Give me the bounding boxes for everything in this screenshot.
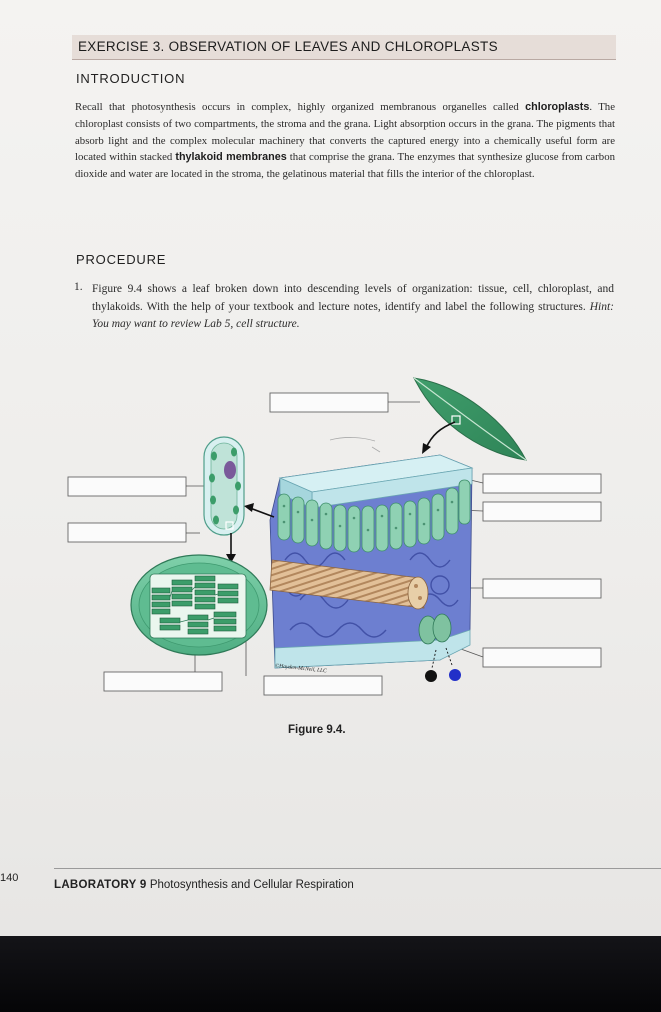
- term-chloroplasts: chloroplasts: [525, 101, 590, 113]
- molecule-black-icon: [425, 670, 437, 682]
- page-number: 140: [0, 872, 19, 884]
- label-box-chloroplast[interactable]: [68, 523, 186, 542]
- label-box-spongy[interactable]: [483, 579, 601, 598]
- intro-text-1: Recall that photosynthesis occurs in complex, highly organized membranous organelles called: [75, 101, 526, 113]
- procedure-item-number: 1.: [74, 281, 83, 293]
- exercise-title: EXERCISE 3. OBSERVATION OF LEAVES AND CHLOROPLASTS: [78, 39, 498, 54]
- label-box-stroma[interactable]: [264, 676, 382, 695]
- footer-running-title: [54, 879, 354, 891]
- label-box-cell[interactable]: [68, 477, 186, 496]
- molecule-blue-icon: [449, 669, 461, 681]
- palisade-cell-illustration: [204, 437, 244, 535]
- exercise-title-bar: [72, 35, 616, 60]
- figure-caption: Figure 9.4.: [288, 724, 346, 736]
- procedure-heading: PROCEDURE: [76, 252, 167, 267]
- procedure-hint: Hint: You may want to review Lab 5, cell structure.: [92, 300, 614, 330]
- leaf-illustration: [414, 378, 526, 460]
- figure-9-4-diagram: [0, 360, 661, 736]
- label-box-upper-epidermis[interactable]: [483, 474, 601, 493]
- intro-text-3: that comprise the grana. The enzymes that synthesize glucose from carbon dioxide and water are located in the stroma, the gelatinous material that fills the interior of the chloroplast.: [75, 151, 615, 181]
- arrow-leaf-to-tissue: [426, 422, 455, 448]
- chloroplast-illustration: [131, 555, 267, 655]
- label-box-palisade[interactable]: [483, 502, 601, 521]
- label-box-leaf[interactable]: [270, 393, 388, 412]
- procedure-text: Figure 9.4 shows a leaf broken down into descending levels of organization: tissue, cell, chloroplast, and thylakoids. With the help of your textbook and lecture notes, identify and label the following structures.: [92, 283, 614, 313]
- arrow-tissue-to-cell: [250, 508, 274, 517]
- footer-lab-label: LABORATORY 9: [54, 879, 147, 891]
- footer-divider: [54, 868, 661, 869]
- label-box-stomata[interactable]: [483, 648, 601, 667]
- intro-text-2: . The chloroplast consists of two compartments, the stroma and the grana. Light absorption occurs in the grana. The pigments that absorb light and the complex molecular machinery that converts the captured energy into a chemically useful form are located within stacked: [75, 101, 616, 164]
- footer-lab-title: Photosynthesis and Cellular Respiration: [149, 879, 354, 891]
- procedure-paragraph: [92, 281, 614, 334]
- introduction-paragraph: [75, 99, 615, 183]
- label-box-thylakoid[interactable]: [104, 672, 222, 691]
- term-thylakoid-membranes: thylakoid membranes: [175, 151, 287, 164]
- dark-background-region: [0, 936, 661, 1012]
- introduction-heading: INTRODUCTION: [76, 71, 186, 86]
- copyright-text: ©Hayden-McNeil, LLC: [274, 663, 327, 675]
- leaf-cross-section: [270, 455, 472, 668]
